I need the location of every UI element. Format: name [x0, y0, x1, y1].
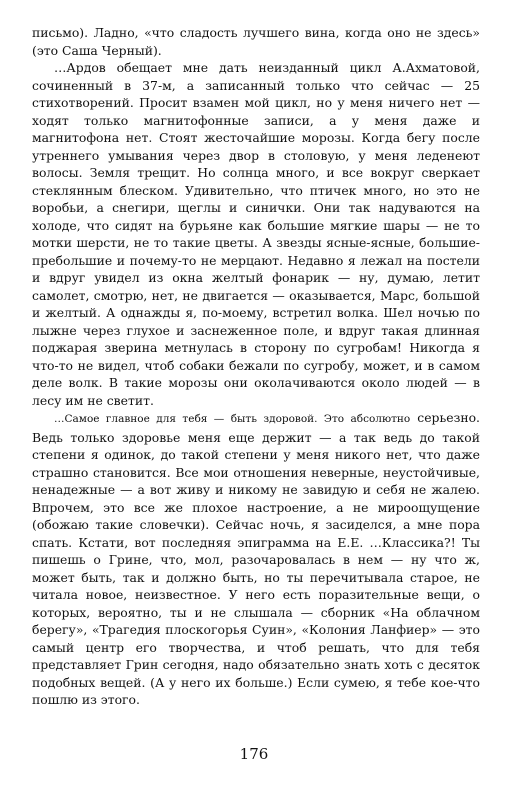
paragraph-1: письмо). Ладно, «что сладость лучшего вина, когда оно не здесь» (это Саша Черный). — [32, 25, 480, 58]
paragraph-3-lead: …Самое главное для тебя — быть здоровой. Это абсолютно — [54, 413, 411, 425]
page-text-block — [32, 24, 480, 709]
page-number: 176 — [239, 745, 269, 763]
paragraph-3 — [32, 409, 480, 709]
paragraph-2: …Ардов обещает мне дать неизданный цикл А.Ахматовой, сочиненный в 37-м, а записанный только что сейчас — 25 стихотворений. Просит взамен мой цикл, но у меня ничего нет — ходят только магнитофонные записи, а у меня даже и магнитофона нет. Стоят жесточайшие морозы. Когда бегу после утреннего умывания через двор в столовую, у меня леденеют волосы. Земля трещит. Но солнца много, и все вокруг сверкает стеклянным блеском. Удивительно, что птичек много, но это не воробьи, а снегири, щеглы и синички. Они так надуваются на холоде, что сидят на бурьяне как большие мягкие шары — не то мотки шерсти, не то такие цветы. А звезды ясные-ясные, большие-пребольшие и почему-то не мерцают. Недавно я лежал на постели и вдруг увидел из окна желтый фонарик — ну, думаю, летит самолет, смотрю, нет, не двигается — оказывается, Марс, большой и желтый. А однажды я, по-моему, встретил волка. Шел ночью по лыжне через глухое и заснеженное поле, и вдруг такая длинная поджарая зверина метнулась в сторону по сугробам! Никогда я что-то не видел, чтоб собаки бежали по сугробу, может, и в самом деле волк. В такие морозы они околачиваются около людей — в лесу им не светит. — [32, 60, 480, 408]
paragraph-3-body: серьезно. Ведь только здоровье меня еще держит — а так ведь до такой степени я одинок, до такой степени у меня никого нет, что даже страшно становится. Все мои отношения неверные, неустойчивые, ненадежные — а вот живу и никому не завидую и себя не жалею. Впрочем, это все же плохое настроение, а не мироощущение (обожаю такие словечки). Сейчас ночь, я засиделся, а мне пора спать. Кстати, вот последняя эпиграмма на Е.Е. …Классика?! Ты пишешь о Грине, что, мол, разочаровалась в нем — ну что ж, может быть, так и должно быть, но ты перечитывала старое, не читала новое, неизвестное. У него есть поразительные вещи, о которых, вероятно, ты и не слышала — сборник «На облачном берегу», «Трагедия плоскогорья Суин», «Колония Ланфиер» — это самый центр его творчества, и чтоб решать, что для тебя представляет Грин сегодня, надо обязательно знать хоть с десяток подобных вещей. (А у него их больше.) Если сумею, я тебе кое-что пошлю из этого. — [32, 410, 480, 707]
